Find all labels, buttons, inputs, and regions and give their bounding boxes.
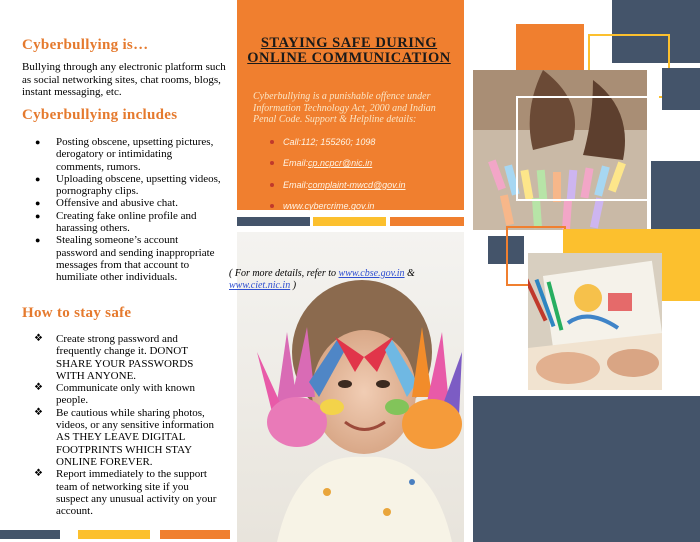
list-item: ● Offensive and abusive chat. — [35, 197, 178, 210]
bullet-icon — [270, 140, 274, 144]
decor-bar-yellow — [78, 530, 150, 539]
includes-list — [22, 136, 222, 284]
drawing-photo-illustration — [528, 253, 662, 390]
decor-block-navy-bottom — [473, 396, 700, 542]
bullet-icon — [270, 161, 274, 165]
list-item: ❖ Communicate only with known people. — [34, 382, 196, 407]
bullet-icon: ● — [35, 210, 41, 221]
website-link[interactable]: www.cybercrime.gov.in — [283, 201, 375, 211]
heading-cyberbullying-is: Cyberbullying is… — [22, 37, 149, 53]
contact-call: Call: 112; 155260; 1098 — [270, 137, 375, 147]
child-drawing-photo — [528, 253, 662, 390]
decor-bar-yellow — [313, 217, 386, 226]
list-item: ❖ Create strong password and frequently change it. DONOT SHARE YOUR PASSWORDS WITH ANYONE. — [34, 333, 194, 382]
decor-bar-orange — [160, 530, 230, 539]
heading-cyberbullying-includes: Cyberbullying includes — [22, 107, 178, 123]
email-link[interactable]: complaint-mwcd@gov.in — [308, 180, 406, 190]
diamond-bullet-icon: ❖ — [34, 333, 43, 344]
diamond-bullet-icon: ❖ — [34, 406, 43, 418]
decor-block-navy — [662, 68, 700, 110]
left-column — [22, 37, 227, 54]
diamond-bullet-icon: ❖ — [34, 382, 43, 394]
contact-website — [270, 201, 374, 211]
decor-bar-navy — [0, 530, 60, 539]
email-link[interactable]: cp.ncpcr@nic.in — [308, 158, 373, 168]
list-item: ● Creating fake online profile and harassing others. — [35, 209, 197, 235]
diamond-bullet-icon: ❖ — [34, 468, 43, 480]
bullet-icon: ● — [35, 173, 41, 184]
contact-email-ncpcr: Email: cp.ncpcr@nic.in — [270, 158, 372, 168]
list-item: ● Uploading obscene, upsetting videos, pornography clips. — [35, 172, 221, 198]
heading-how-to-stay-safe: How to stay safe — [22, 305, 132, 321]
safe-list — [22, 333, 222, 517]
list-item: ● Posting obscene, upsetting pictures, derogatory or intimidating comments, rumors. — [35, 136, 214, 173]
ciet-link[interactable]: www.ciet.nic.in — [229, 280, 291, 291]
decor-block-navy-mid — [651, 161, 700, 231]
bullet-icon — [270, 183, 274, 187]
list-item: ● Stealing someone’s account password and sending inappropriate messages from that account to humiliate other individuals. — [35, 234, 215, 284]
bullet-icon: ● — [35, 235, 41, 246]
bullet-icon — [270, 204, 274, 208]
definition-text: Bullying through any electronic platform such as social networking sites, chat rooms, blogs, instant messaging, etc. — [22, 61, 226, 98]
bullet-icon: ● — [35, 137, 41, 147]
list-item: ❖ Be cautious while sharing photos, videos, or any sensitive information AS THEY LEAVE DIGITAL FOOTPRINTS WHICH STAY ONLINE FOREVER. — [34, 406, 214, 468]
decor-frame-white — [516, 96, 659, 201]
bullet-icon: ● — [35, 198, 41, 209]
cbse-link[interactable]: www.cbse.gov.in — [338, 268, 405, 279]
offence-text: Cyberbullying is a punishable offence under Information Technology Act, 2000 and Indian Penal Code. Support & Helpline details: — [253, 91, 436, 125]
contact-email-mwcd: Email: complaint-mwcd@gov.in — [270, 180, 406, 190]
more-details-text: ( For more details, refer to www.cbse.gov.in & www.ciet.nic.in ) — [229, 268, 415, 291]
decor-bar-orange — [390, 217, 464, 226]
list-item: ❖ Report immediately to the support team of networking site if you suspect any unusual activity on your account. — [34, 468, 217, 518]
decor-bar-navy — [237, 217, 310, 226]
panel-title: STAYING SAFE DURING ONLINE COMMUNICATION — [247, 35, 451, 66]
